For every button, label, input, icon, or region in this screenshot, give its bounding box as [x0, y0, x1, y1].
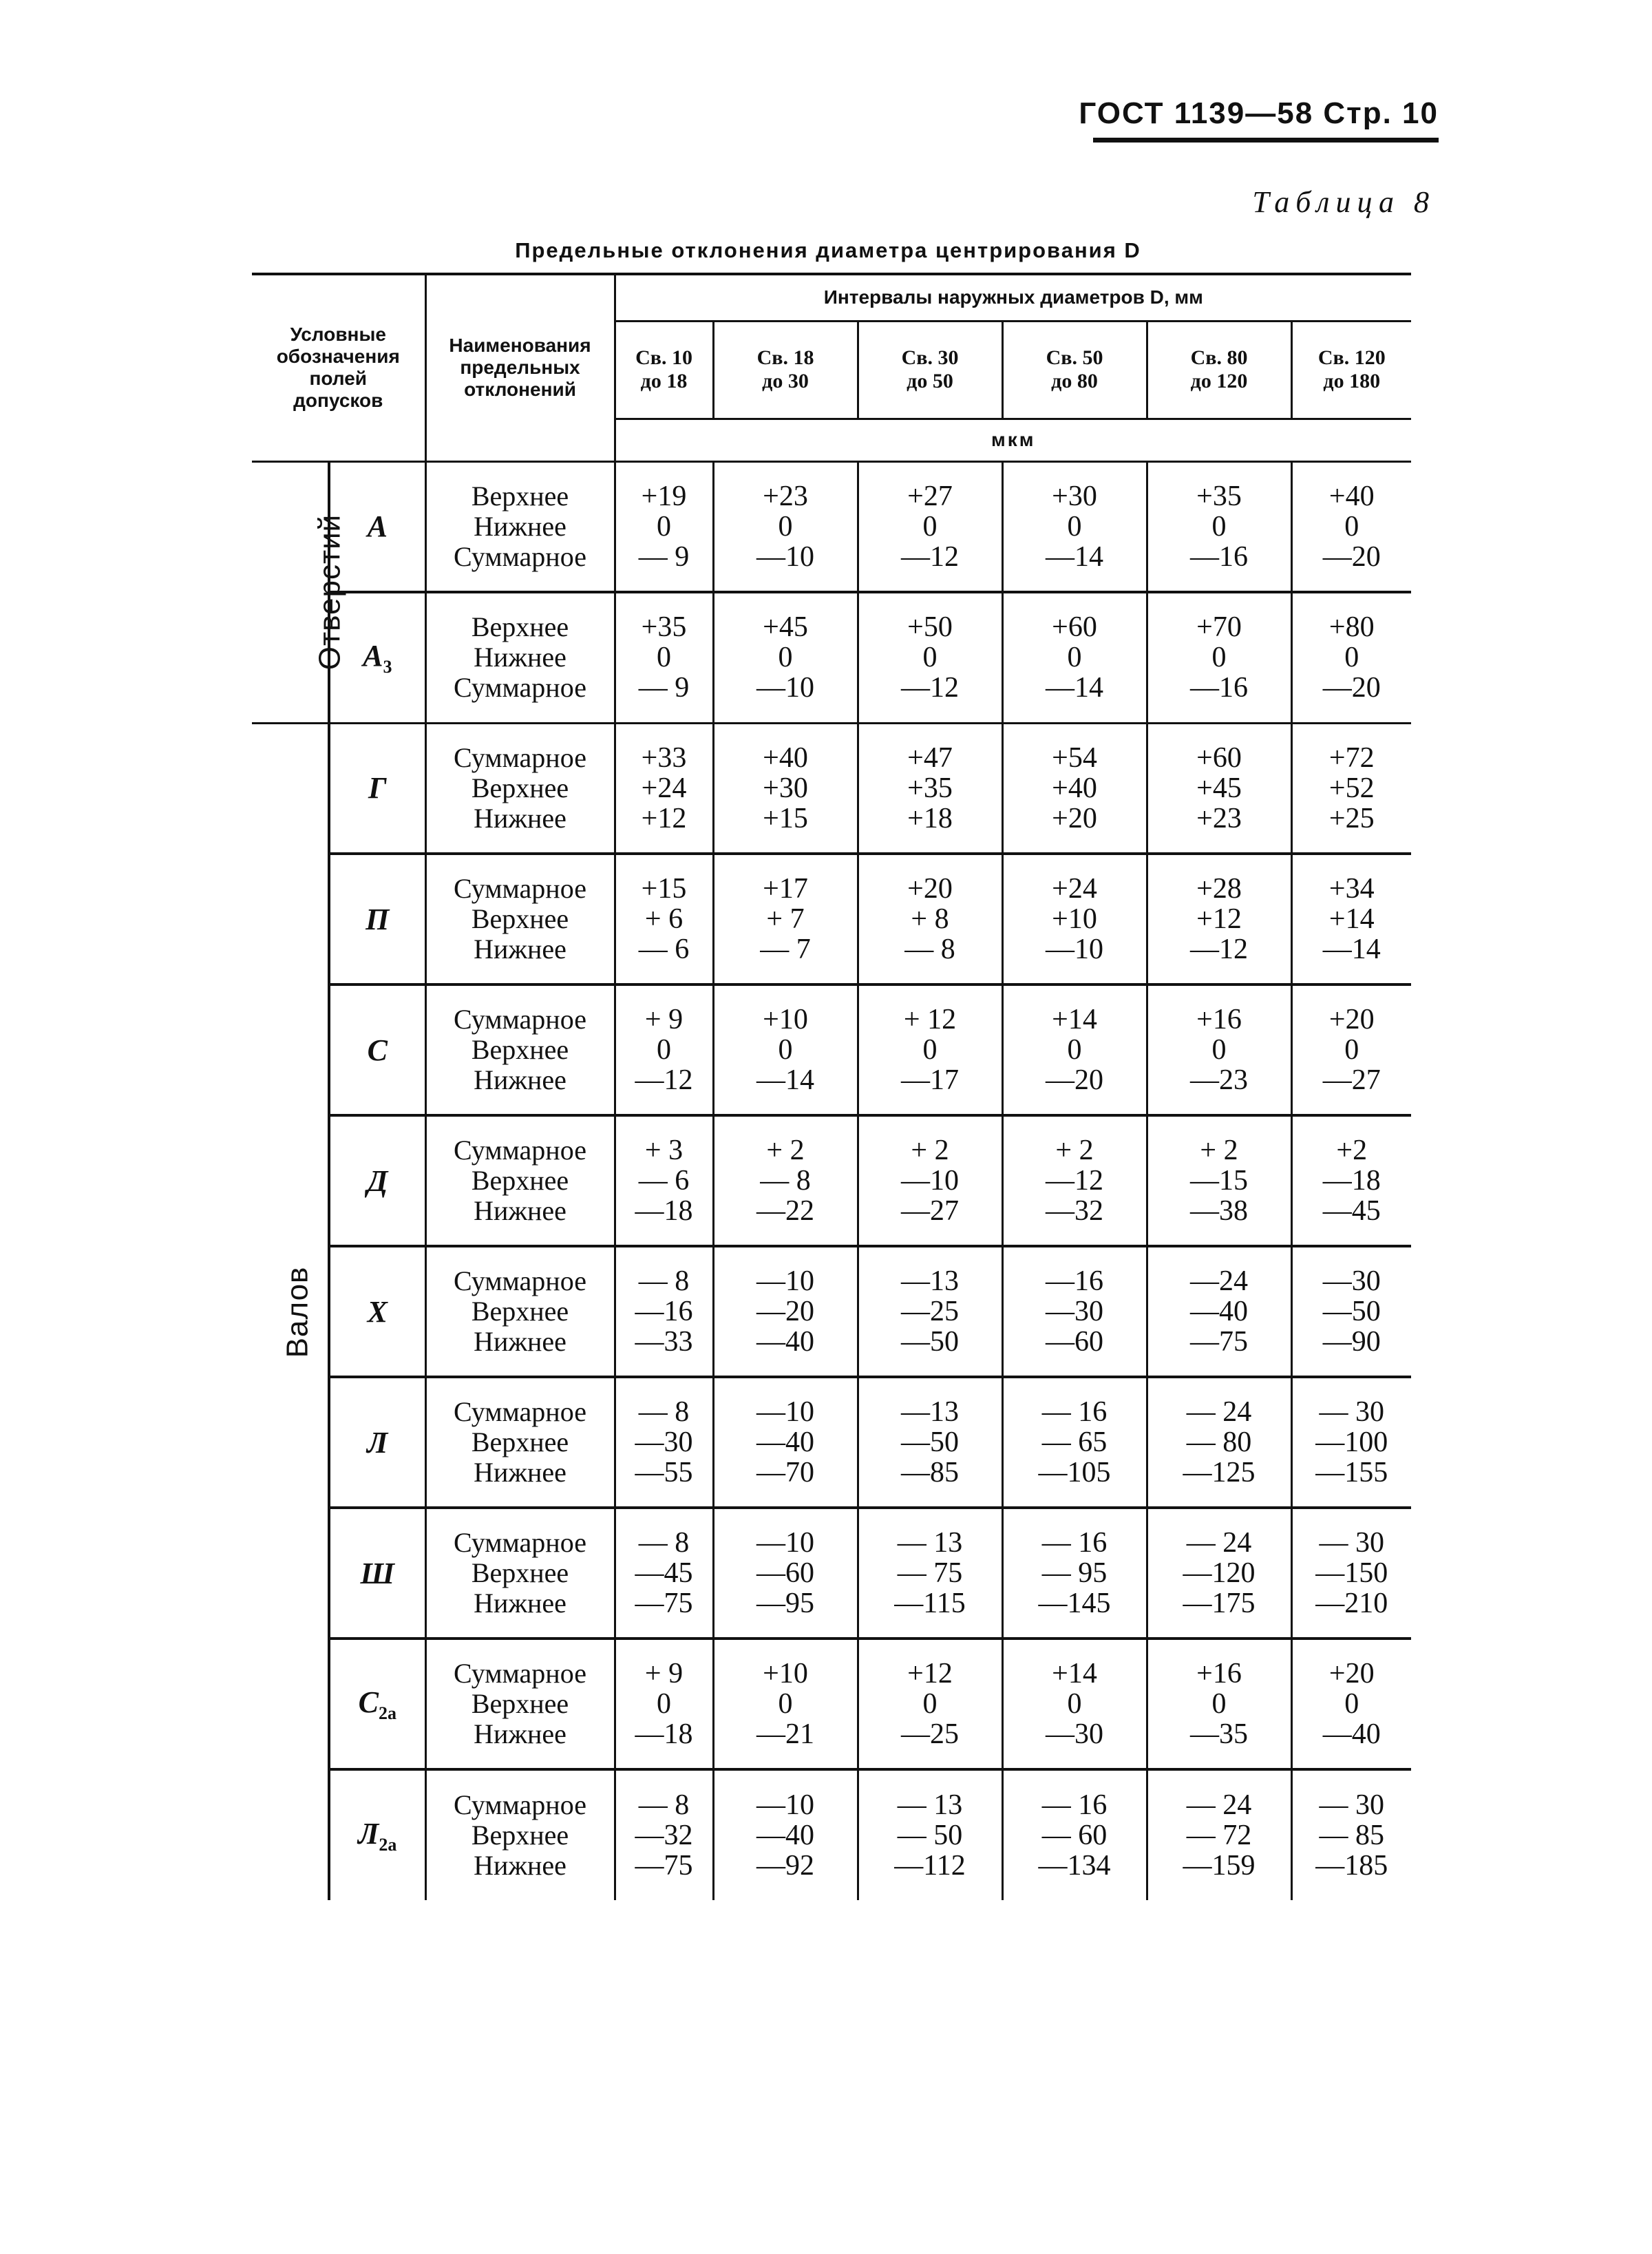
deviation-names: Суммарное Верхнее Нижнее: [425, 984, 615, 1115]
deviation-values: —30 —50 —90: [1291, 1246, 1411, 1377]
names-header: Наименования предельных отклонений: [425, 274, 615, 461]
deviation-values: +12 0 —25: [858, 1639, 1002, 1769]
deviation-values: —16 —30 —60: [1002, 1246, 1147, 1377]
tolerance-symbol: Х: [329, 1246, 425, 1377]
table-row: [252, 1769, 1411, 1900]
tolerance-symbol: Л: [329, 1377, 425, 1508]
deviation-values: —13 —50 —85: [858, 1377, 1002, 1508]
group-label: Отверстий: [252, 461, 329, 723]
header-rule: [1093, 138, 1439, 143]
deviation-names: Суммарное Верхнее Нижнее: [425, 1377, 615, 1508]
deviation-values: + 3 — 6 —18: [615, 1115, 713, 1246]
deviation-values: +34 +14 —14: [1291, 854, 1411, 984]
deviation-values: —10 —40 —70: [713, 1377, 858, 1508]
tolerance-symbol: $С_{2а}$: [329, 1639, 425, 1769]
deviation-values: — 30 — 85 —185: [1291, 1769, 1411, 1900]
tolerance-symbol: Ш: [329, 1508, 425, 1639]
deviation-values: +28 +12 —12: [1147, 854, 1291, 984]
table-row: [252, 1639, 1411, 1769]
tolerance-symbol: Д: [329, 1115, 425, 1246]
table-row: [252, 1377, 1411, 1508]
deviation-values: — 24 — 72 —159: [1147, 1769, 1291, 1900]
deviation-values: +30 0 —14: [1002, 461, 1147, 592]
tolerance-symbol: Г: [329, 723, 425, 854]
deviation-values: +27 0 —12: [858, 461, 1002, 592]
deviation-values: — 30 —100 —155: [1291, 1377, 1411, 1508]
deviation-values: —24 —40 —75: [1147, 1246, 1291, 1377]
deviation-names: Суммарное Верхнее Нижнее: [425, 1769, 615, 1900]
range-header: Св. 120 до 180: [1317, 346, 1386, 392]
deviation-names: Верхнее Нижнее Суммарное: [425, 461, 615, 592]
deviation-values: +72 +52 +25: [1291, 723, 1411, 854]
deviation-values: — 16 — 60 —134: [1002, 1769, 1147, 1900]
deviation-values: — 8 —45 —75: [615, 1508, 713, 1639]
deviation-values: — 16 — 65 —105: [1002, 1377, 1147, 1508]
deviation-values: +17 + 7 — 7: [713, 854, 858, 984]
deviation-values: + 2 — 8 —22: [713, 1115, 858, 1246]
range-header: Св. 18 до 30: [713, 321, 858, 419]
deviation-values: —10 —20 —40: [713, 1246, 858, 1377]
table-row: [252, 592, 1411, 723]
deviation-names: Суммарное Верхнее Нижнее: [425, 1246, 615, 1377]
deviation-values: +14 0 —30: [1002, 1639, 1147, 1769]
deviation-values: +35 0 — 9: [615, 592, 713, 723]
deviation-values: — 13 — 50 —112: [858, 1769, 1002, 1900]
deviation-values: — 30 —150 —210: [1291, 1508, 1411, 1639]
deviation-names: Суммарное Верхнее Нижнее: [425, 1508, 615, 1639]
deviation-values: +50 0 —12: [858, 592, 1002, 723]
deviation-names: Суммарное Верхнее Нижнее: [425, 1639, 615, 1769]
deviation-values: +40 +30 +15: [713, 723, 858, 854]
deviation-values: +10 0 —21: [713, 1639, 858, 1769]
table-caption: Предельные отклонения диаметра центрирования D: [515, 238, 1141, 262]
deviation-values: +15 + 6 — 6: [615, 854, 713, 984]
intervals-header: Интервалы наружных диаметров D, мм: [615, 274, 1411, 321]
deviations-table: [252, 273, 1411, 1900]
deviation-names: Верхнее Нижнее Суммарное: [425, 592, 615, 723]
deviation-values: +23 0 —10: [713, 461, 858, 592]
deviation-values: +35 0 —16: [1147, 461, 1291, 592]
table-row: [252, 1246, 1411, 1377]
deviation-values: — 16 — 95 —145: [1002, 1508, 1147, 1639]
deviation-values: —10 —40 —92: [713, 1769, 858, 1900]
table-row: [252, 1508, 1411, 1639]
deviation-values: — 24 —120 —175: [1147, 1508, 1291, 1639]
deviation-values: +14 0 —20: [1002, 984, 1147, 1115]
tolerance-symbol: П: [329, 854, 425, 984]
deviation-values: + 9 0 —12: [615, 984, 713, 1115]
tolerance-symbol: $Л_{2а}$: [329, 1769, 425, 1900]
deviation-values: —13 —25 —50: [858, 1246, 1002, 1377]
deviation-values: +33 +24 +12: [615, 723, 713, 854]
range-header: Св. 10 до 18: [615, 321, 713, 419]
symbols-header: Условные обозначения полей допусков: [252, 274, 425, 461]
table-body: [252, 461, 1411, 1900]
deviation-values: — 8 —32 —75: [615, 1769, 713, 1900]
deviation-values: +60 0 —14: [1002, 592, 1147, 723]
table-row: [252, 854, 1411, 984]
range-header: Св. 50 до 80: [1002, 321, 1147, 419]
table-row: [252, 723, 1411, 854]
deviation-values: +45 0 —10: [713, 592, 858, 723]
deviation-values: +16 0 —35: [1147, 1639, 1291, 1769]
deviation-values: — 8 —16 —33: [615, 1246, 713, 1377]
tolerance-symbol: $A_3$: [329, 592, 425, 723]
deviation-values: + 2 —12 —32: [1002, 1115, 1147, 1246]
range-header: Св. 80 до 120: [1147, 321, 1291, 419]
deviation-values: +19 0 — 9: [615, 461, 713, 592]
deviation-names: Суммарное Верхнее Нижнее: [425, 854, 615, 984]
group-label: Валов: [252, 723, 329, 1900]
table-row: [252, 1115, 1411, 1246]
table-row: [252, 984, 1411, 1115]
deviation-values: — 13 — 75 —115: [858, 1508, 1002, 1639]
deviation-values: +54 +40 +20: [1002, 723, 1147, 854]
deviation-names: Суммарное Верхнее Нижнее: [425, 723, 615, 854]
deviation-values: +2 —18 —45: [1291, 1115, 1411, 1246]
deviation-values: +20 + 8 — 8: [858, 854, 1002, 984]
range-header: Св. 30 до 50: [858, 321, 1002, 419]
table-number: Таблица 8: [1252, 185, 1435, 219]
deviation-values: —10 —60 —95: [713, 1508, 858, 1639]
deviation-values: + 12 0 —17: [858, 984, 1002, 1115]
deviation-values: + 2 —15 —38: [1147, 1115, 1291, 1246]
page-header: ГОСТ 1139—58 Стр. 10: [1079, 96, 1439, 130]
deviation-values: + 2 —10 —27: [858, 1115, 1002, 1246]
deviation-values: +60 +45 +23: [1147, 723, 1291, 854]
tolerance-symbol: С: [329, 984, 425, 1115]
deviation-values: — 24 — 80 —125: [1147, 1377, 1291, 1508]
deviation-values: +16 0 —23: [1147, 984, 1291, 1115]
deviation-values: +80 0 —20: [1291, 592, 1411, 723]
deviation-values: +20 0 —40: [1291, 1639, 1411, 1769]
deviation-values: — 8 —30 —55: [615, 1377, 713, 1508]
deviation-names: Суммарное Верхнее Нижнее: [425, 1115, 615, 1246]
deviation-values: +20 0 —27: [1291, 984, 1411, 1115]
deviation-values: +10 0 —14: [713, 984, 858, 1115]
deviation-values: +40 0 —20: [1291, 461, 1411, 592]
unit-header: мкм: [615, 419, 1411, 461]
table-row: [252, 461, 1411, 592]
deviation-values: +24 +10 —10: [1002, 854, 1147, 984]
deviation-values: + 9 0 —18: [615, 1639, 713, 1769]
tolerance-symbol: A: [329, 461, 425, 592]
deviation-values: +47 +35 +18: [858, 723, 1002, 854]
deviation-values: +70 0 —16: [1147, 592, 1291, 723]
